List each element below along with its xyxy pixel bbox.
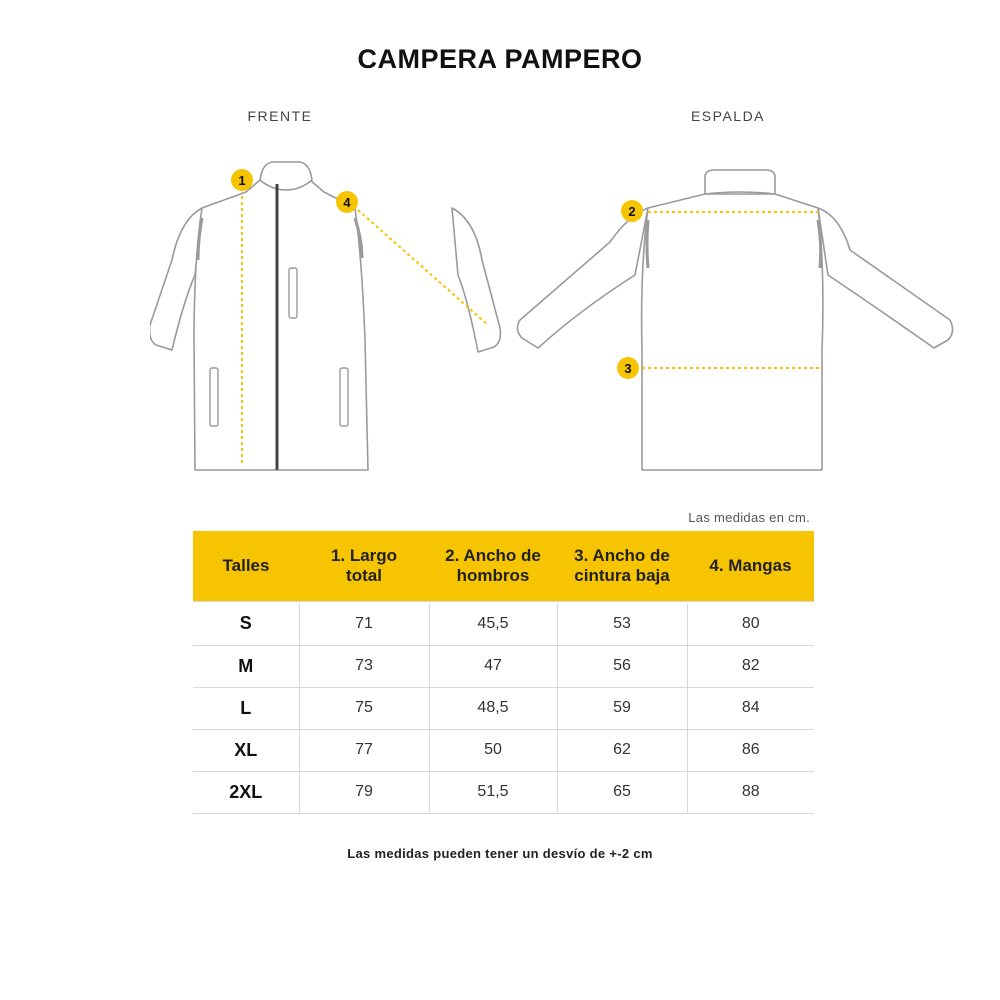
size-cell: 2XL [193, 771, 299, 813]
marker-3-number: 3 [624, 361, 632, 376]
units-note: Las medidas en cm. [688, 510, 810, 525]
marker-1-number: 1 [238, 173, 246, 188]
table-cell: 56 [557, 645, 687, 687]
table-cell: 48,5 [429, 687, 557, 729]
table-cell: 47 [429, 645, 557, 687]
table-header-row [193, 531, 814, 601]
table-row [193, 645, 814, 687]
size-table [193, 531, 814, 814]
size-cell: M [193, 645, 299, 687]
table-row [193, 603, 814, 645]
marker-4-number: 4 [343, 195, 351, 210]
table-cell: 65 [557, 771, 687, 813]
table-cell: 86 [687, 729, 814, 771]
back-view-label: ESPALDA [690, 108, 766, 124]
size-cell: L [193, 687, 299, 729]
table-cell: 53 [557, 603, 687, 645]
table-cell: 62 [557, 729, 687, 771]
table-cell: 59 [557, 687, 687, 729]
table-cell: 50 [429, 729, 557, 771]
table-cell: 71 [299, 603, 429, 645]
jacket-front-diagram [150, 150, 510, 480]
back-collar [705, 170, 775, 194]
header-ancho-hombros: 2. Ancho de hombros [429, 531, 557, 601]
front-right-sleeve [452, 208, 500, 352]
front-view-label: FRENTE [247, 108, 313, 124]
table-cell: 84 [687, 687, 814, 729]
table-cell: 79 [299, 771, 429, 813]
header-mangas: 4. Mangas [687, 531, 814, 601]
table-cell: 51,5 [429, 771, 557, 813]
header-ancho-cintura: 3. Ancho de cintura baja [557, 531, 687, 601]
front-collar [260, 162, 312, 190]
back-body [642, 194, 823, 470]
table-cell: 80 [687, 603, 814, 645]
size-cell: XL [193, 729, 299, 771]
table-cell: 73 [299, 645, 429, 687]
marker-2-number: 2 [628, 204, 636, 219]
table-row [193, 771, 814, 813]
table-cell: 88 [687, 771, 814, 813]
table-cell: 82 [687, 645, 814, 687]
table-row [193, 687, 814, 729]
table-cell: 45,5 [429, 603, 557, 645]
table-cell: 75 [299, 687, 429, 729]
header-largo-total: 1. Largo total [299, 531, 429, 601]
table-cell: 77 [299, 729, 429, 771]
back-right-sleeve [818, 208, 953, 348]
page-title: CAMPERA PAMPERO [357, 44, 643, 74]
jacket-back-diagram [510, 150, 960, 480]
back-left-sleeve [517, 208, 648, 348]
footnote: Las medidas pueden tener un desvío de +-2 cm [347, 846, 653, 861]
header-talles: Talles [193, 531, 299, 601]
size-cell: S [193, 603, 299, 645]
table-row [193, 729, 814, 771]
